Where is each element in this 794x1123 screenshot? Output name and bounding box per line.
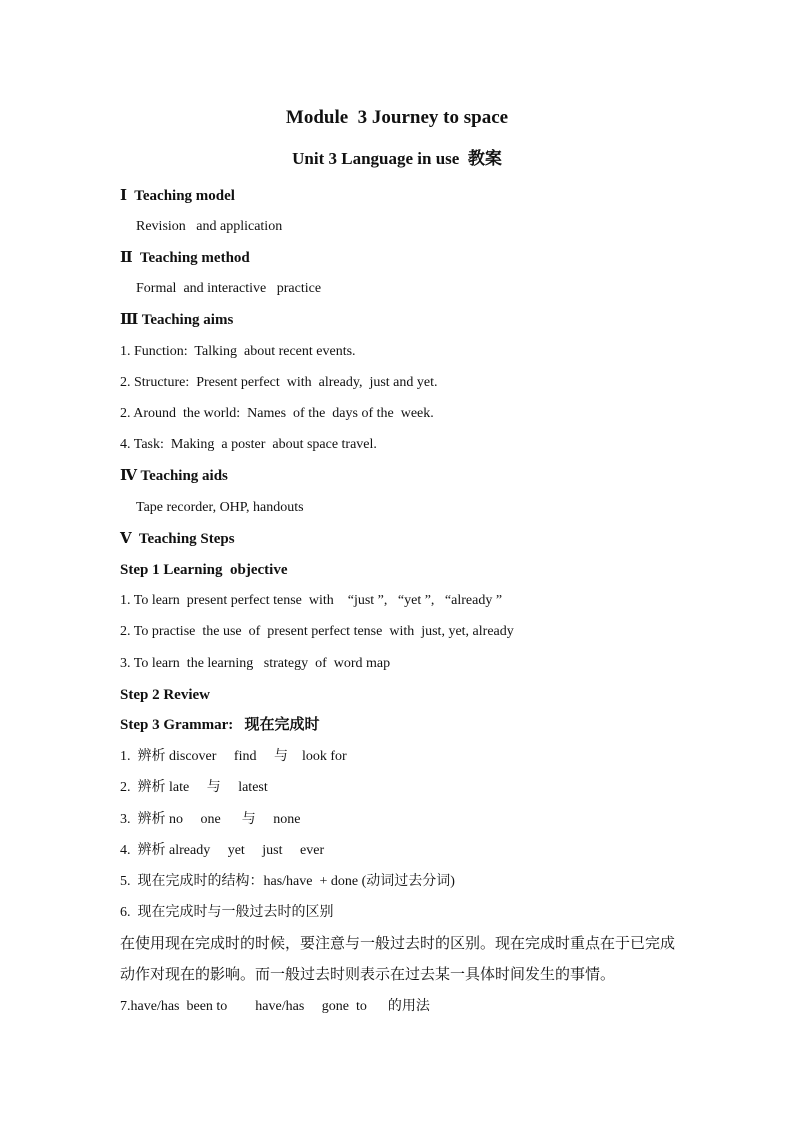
- section-heading-teaching-aids: Ⅳ Teaching aids: [120, 468, 228, 484]
- step3-heading: Step 3 Grammar: 现在完成时: [120, 717, 320, 733]
- section-heading-teaching-method: Ⅱ Teaching method: [120, 250, 250, 266]
- teaching-model-text: Revision and application: [136, 219, 283, 234]
- teaching-method-text: Formal and interactive practice: [136, 281, 322, 296]
- section-heading-teaching-aims: Ⅲ Teaching aims: [120, 312, 234, 328]
- aim-item: 2. Structure: Present perfect with already, just and yet.: [120, 375, 438, 390]
- document-title: Module 3 Journey to space: [285, 107, 509, 128]
- grammar-item: 4. 辨析 already yet just ever: [120, 843, 325, 858]
- aim-item: 4. Task: Making a poster about space travel.: [120, 437, 377, 452]
- section-heading-teaching-model: Ⅰ Teaching model: [120, 188, 235, 204]
- document-subtitle: Unit 3 Language in use 教案: [292, 149, 502, 168]
- grammar-item: 2. 辨析 late 与 latest: [120, 780, 268, 795]
- tense-comparison-paragraph: 在使用现在完成时的时候，要注意与一般过去时的区别。现在完成时重点在于已完成动作对现在的影响。而一般过去时则表示在过去某一具体时间发生的事情。: [120, 934, 676, 983]
- step1-item: 3. To learn the learning strategy of word map: [120, 656, 391, 671]
- step1-item: 2. To practise the use of present perfect tense with just, yet, already: [120, 624, 514, 639]
- aim-item: 2. Around the world: Names of the days of the week.: [120, 406, 434, 421]
- step1-item: 1. To learn present perfect tense with “just ”, “yet ”, “already ”: [120, 593, 503, 608]
- section-heading-teaching-steps: Ⅴ Teaching Steps: [120, 531, 235, 547]
- teaching-aids-text: Tape recorder, OHP, handouts: [136, 500, 304, 515]
- aim-item: 1. Function: Talking about recent events.: [120, 344, 356, 359]
- step2-heading: Step 2 Review: [120, 687, 210, 703]
- grammar-item: 3. 辨析 no one 与 none: [120, 812, 301, 827]
- grammar-item: 1. 辨析 discover find 与 look for: [120, 749, 347, 764]
- grammar-item: 7.have/has been to have/has gone to 的用法: [120, 999, 430, 1014]
- grammar-item: 6. 现在完成时与一般过去时的区别: [120, 905, 334, 920]
- grammar-item: 5. 现在完成时的结构：has/have + done (动词过去分词): [120, 874, 455, 889]
- step1-heading: Step 1 Learning objective: [120, 562, 288, 578]
